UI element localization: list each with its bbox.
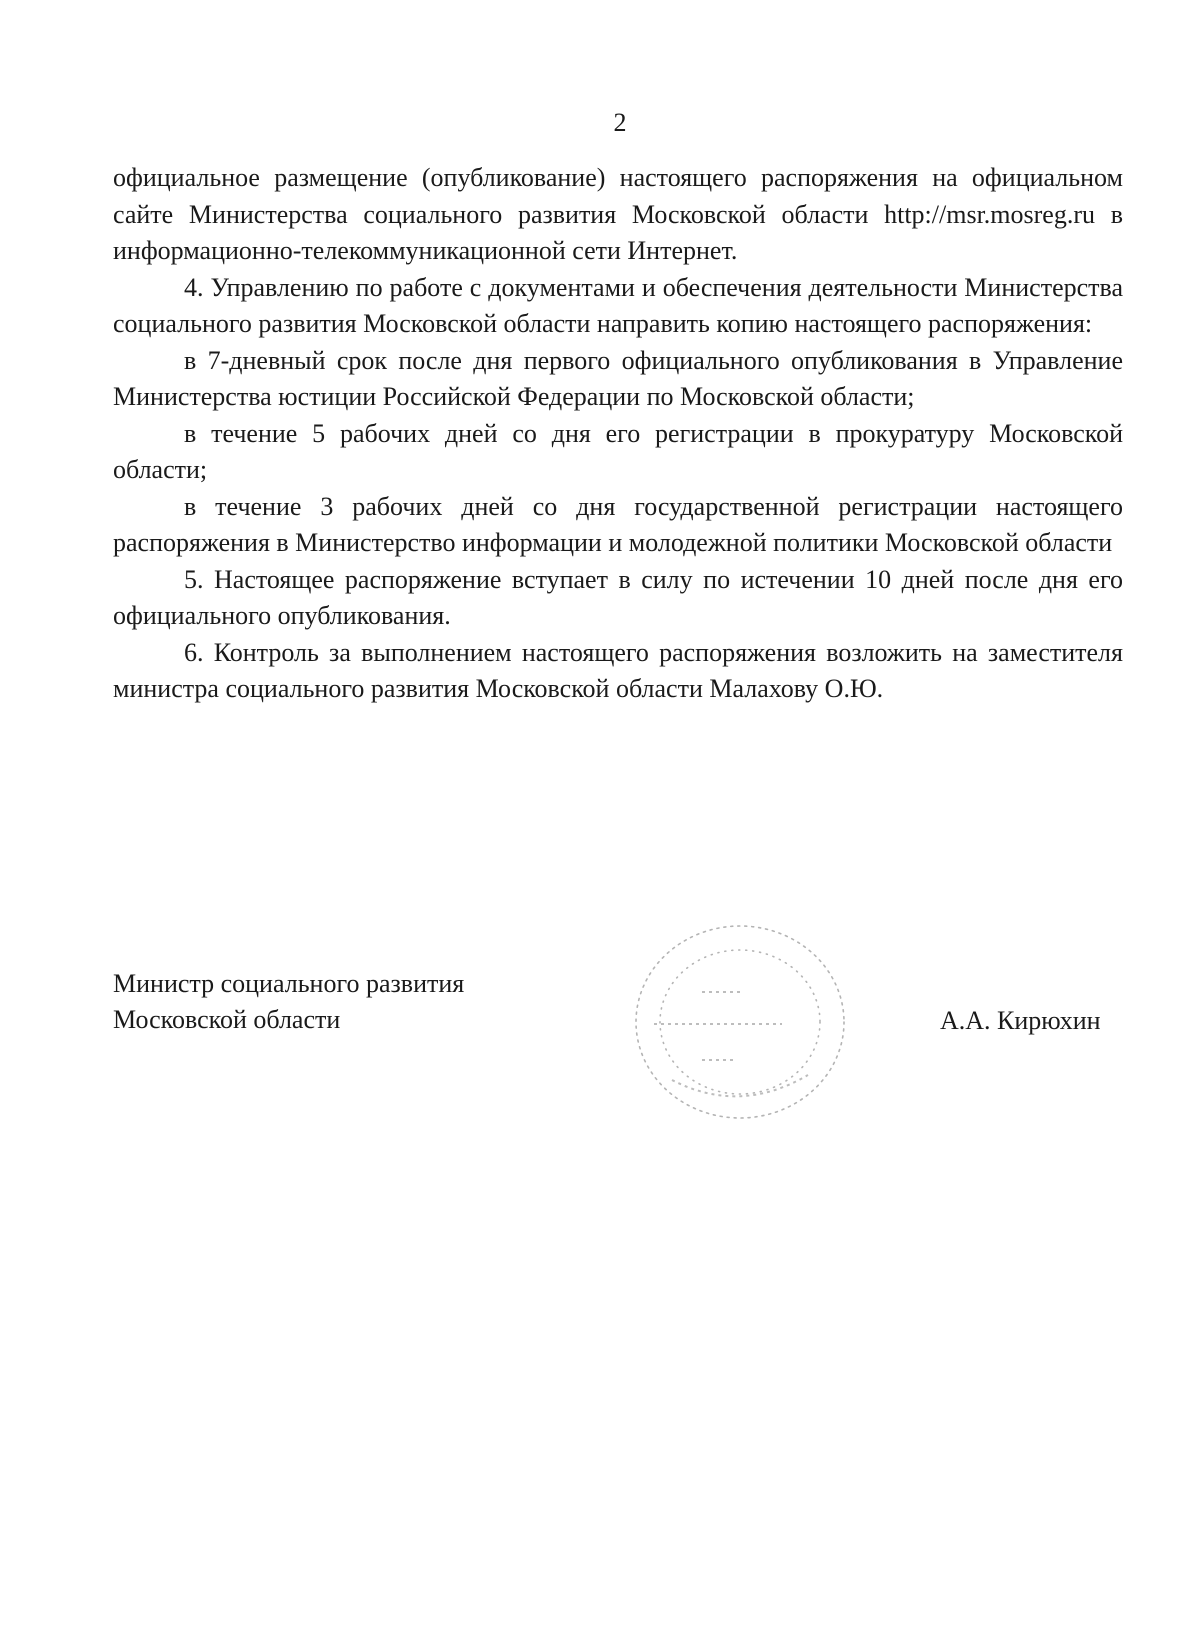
signer-name: А.А. Кирюхин: [940, 1006, 1101, 1035]
signer-position-line-1: Министр социального развития: [113, 969, 465, 998]
paragraph-item-4: 4. Управлению по работе с документами и обеспечения деятельности Министерства социального развития Московской области направить копию настоящего распоряжения:: [113, 272, 1123, 338]
paragraph-item-5: 5. Настоящее распоряжение вступает в силу по истечении 10 дней после дня его официального опубликования.: [113, 564, 1123, 630]
signature-block: [113, 966, 464, 1038]
paragraph-item-4-justice: в 7-дневный срок после дня первого официального опубликования в Управление Министерства юстиции Российской Федерации по Московской области;: [113, 345, 1123, 411]
official-stamp: [612, 910, 862, 1135]
paragraph-item-4-prosecutor: в течение 5 рабочих дней со дня его регистрации в прокуратуру Московской области;: [113, 418, 1123, 484]
paragraph-item-4-ministry-info: в течение 3 рабочих дней со дня государственной регистрации настоящего распоряжения в Министерство информации и молодежной политики Московской области: [113, 491, 1123, 557]
signer-position-line-2: Московской области: [113, 1005, 341, 1034]
paragraph-publication: официальное размещение (опубликование) настоящего распоряжения на официальном сайте Министерства социального развития Московской области http://msr.mosreg.ru в информационно-телекоммуникационной сети Интернет.: [113, 163, 1123, 265]
page-number: 2: [613, 108, 627, 137]
paragraph-item-6: 6. Контроль за выполнением настоящего распоряжения возложить на заместителя министра социального развития Московской области Малахову О.Ю.: [113, 637, 1123, 703]
document-body: [113, 160, 1123, 708]
